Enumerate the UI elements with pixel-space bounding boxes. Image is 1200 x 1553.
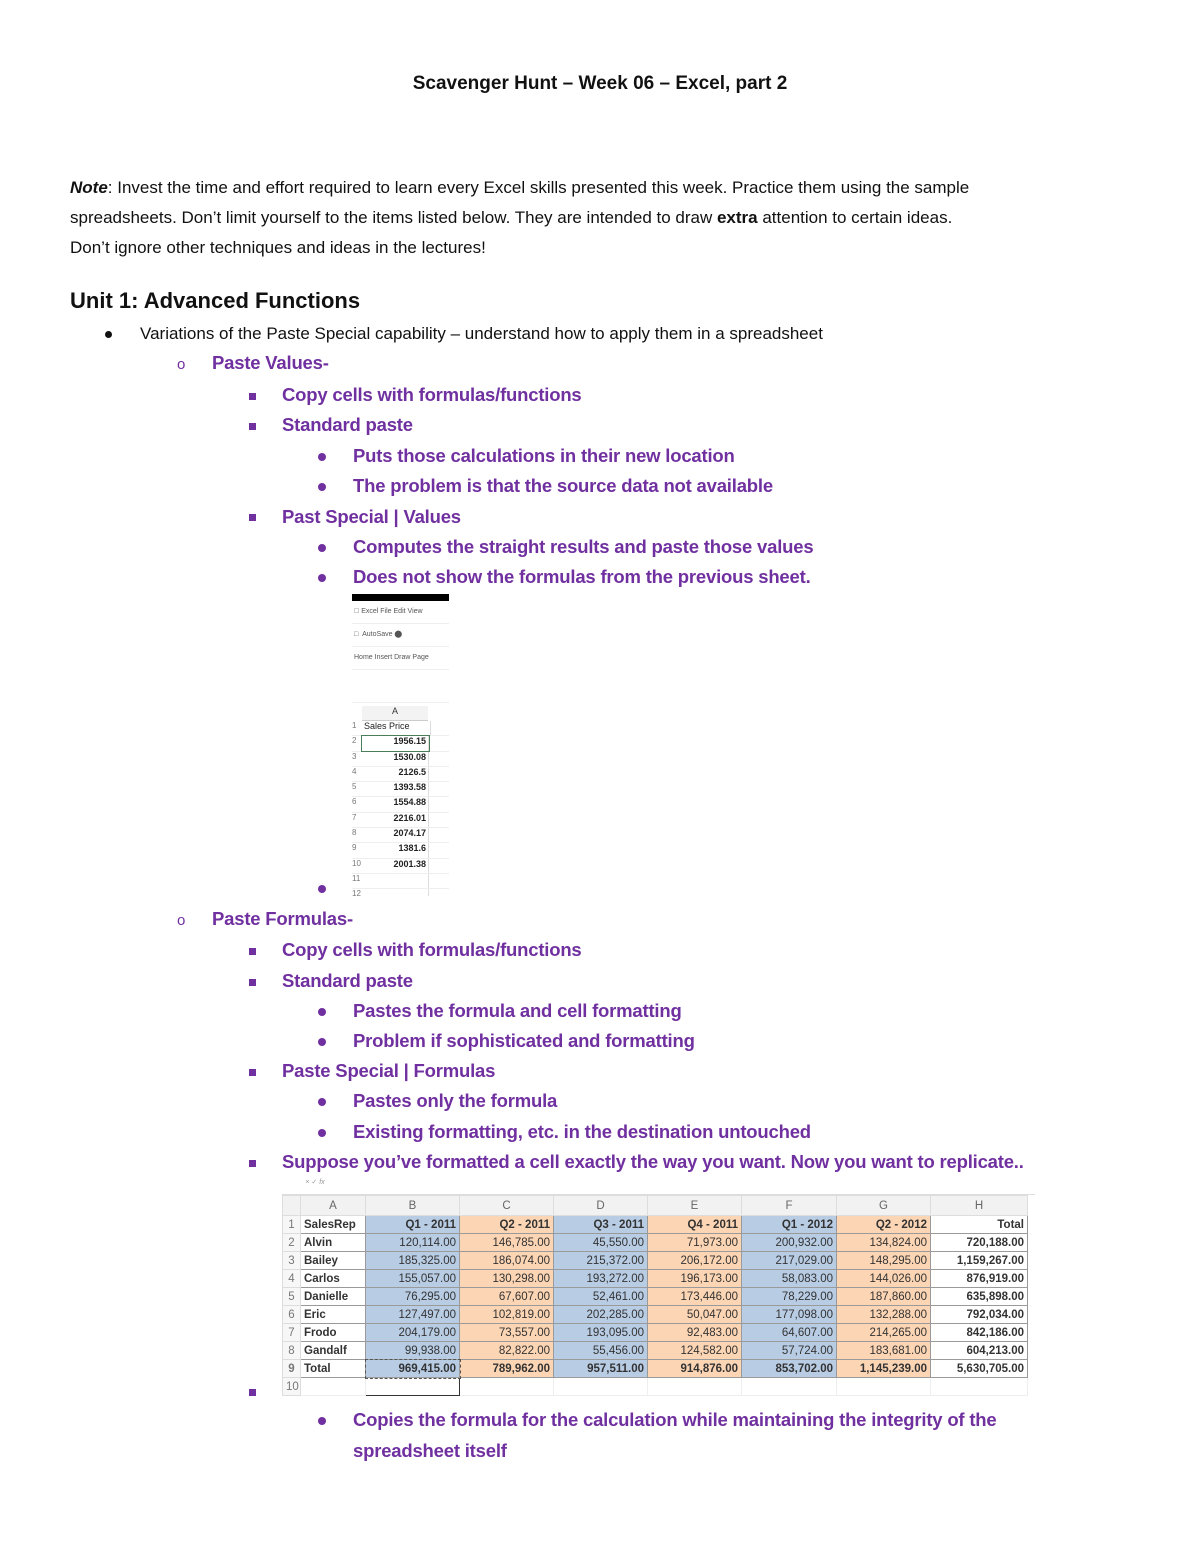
dot-bullet-icon: [318, 1129, 326, 1137]
table-cell[interactable]: 50,047.00: [648, 1306, 742, 1324]
square-bullet-icon: [249, 1160, 256, 1167]
square-bullet-icon: [249, 1069, 256, 1076]
header-cell[interactable]: Q1 - 2011: [366, 1216, 460, 1234]
table-cell[interactable]: 635,898.00: [931, 1288, 1028, 1306]
row-number: 8: [352, 828, 357, 838]
sheet-row: [352, 721, 449, 736]
table-cell[interactable]: 92,483.00: [648, 1324, 742, 1342]
table-cell[interactable]: 71,973.00: [648, 1234, 742, 1252]
cell[interactable]: [362, 874, 429, 888]
menu-bar: [352, 601, 449, 624]
row-number: 1: [352, 721, 357, 730]
menu-item: Edit: [386, 608, 399, 615]
table-cell[interactable]: 914,876.00: [648, 1360, 742, 1378]
row-number[interactable]: 6: [283, 1306, 301, 1324]
paste-values-heading: Paste Values-: [212, 352, 329, 373]
table-cell[interactable]: 55,456.00: [554, 1342, 648, 1360]
circle-bullet-icon: o: [177, 912, 186, 929]
list-item: Does not show the formulas from the previous sheet.: [353, 566, 811, 587]
table-cell[interactable]: 127,497.00: [366, 1306, 460, 1324]
square-bullet-icon: [249, 423, 256, 430]
cell[interactable]: 1554.88: [362, 797, 429, 811]
list-item: Puts those calculations in their new location: [353, 445, 735, 466]
column-header[interactable]: D: [554, 1196, 648, 1216]
note-emphasis: extra: [716, 208, 758, 227]
table-row: [283, 1306, 1028, 1324]
table-row: [283, 1324, 1028, 1342]
row-number: 12: [352, 889, 361, 896]
table-row: [283, 1234, 1028, 1252]
table-header-row: [283, 1216, 1028, 1234]
autosave-label: AutoSave: [362, 631, 393, 638]
menu-item: View: [400, 608, 416, 615]
header-cell[interactable]: SalesRep: [301, 1216, 366, 1234]
table-cell[interactable]: 204,179.00: [366, 1324, 460, 1342]
sheet-row: [352, 828, 449, 843]
ribbon-tab: Draw: [394, 654, 411, 661]
header-cell[interactable]: Q3 - 2011: [554, 1216, 648, 1234]
note-line-1: [70, 173, 969, 203]
list-item: Paste Special | Formulas: [282, 1060, 496, 1081]
column-header-a: A: [362, 706, 428, 721]
column-header[interactable]: C: [460, 1196, 554, 1216]
table-cell[interactable]: 969,415.00: [366, 1360, 460, 1378]
list-item: Suppose you’ve formatted a cell exactly the way you want. Now you want to replicate..: [282, 1151, 1024, 1172]
dot-bullet-icon: [318, 1038, 326, 1046]
circle-bullet-icon: o: [177, 356, 186, 373]
formula-bar: [352, 670, 449, 703]
table-cell[interactable]: 186,074.00: [460, 1252, 554, 1270]
cell[interactable]: 1956.15: [362, 736, 429, 750]
row-number: 6: [352, 797, 357, 807]
table-cell[interactable]: 5,630,705.00: [931, 1360, 1028, 1378]
table-cell[interactable]: 214,265.00: [837, 1324, 931, 1342]
column-header[interactable]: E: [648, 1196, 742, 1216]
column-header[interactable]: A: [301, 1196, 366, 1216]
table-row: [283, 1360, 1028, 1378]
header-cell[interactable]: Q2 - 2011: [460, 1216, 554, 1234]
note-line-2: [70, 203, 952, 233]
table-row: [283, 1288, 1028, 1306]
sheet-row: [352, 782, 449, 797]
table-cell[interactable]: 193,272.00: [554, 1270, 648, 1288]
note-text: attention to certain ideas.: [757, 208, 953, 227]
square-bullet-icon: [249, 979, 256, 986]
table-row: [283, 1270, 1028, 1288]
note-text: : Invest the time and effort required to learn every Excel skills presented this week. Practice them using the sample: [107, 178, 970, 197]
row-number[interactable]: 8: [283, 1342, 301, 1360]
sheet-row: [352, 752, 449, 767]
empty-cell[interactable]: [931, 1378, 1028, 1396]
row-number[interactable]: 3: [283, 1252, 301, 1270]
table-cell[interactable]: 173,446.00: [648, 1288, 742, 1306]
header-cell[interactable]: Q4 - 2011: [648, 1216, 742, 1234]
table-cell[interactable]: 1,145,239.00: [837, 1360, 931, 1378]
sheet-row: [352, 859, 449, 874]
dot-bullet-icon: [318, 453, 326, 461]
cell[interactable]: 1381.6: [362, 843, 429, 857]
table-cell[interactable]: 792,034.00: [931, 1306, 1028, 1324]
table-cell[interactable]: 58,083.00: [742, 1270, 837, 1288]
sheet-row: [352, 797, 449, 812]
header-cell[interactable]: Q1 - 2012: [742, 1216, 837, 1234]
table-cell[interactable]: 146,785.00: [460, 1234, 554, 1252]
document-title: Scavenger Hunt – Week 06 – Excel, part 2: [412, 73, 788, 94]
sheet-row: [352, 843, 449, 858]
excel-screenshot-sales-table: [282, 1178, 1035, 1398]
empty-cell[interactable]: [366, 1378, 460, 1396]
empty-cell[interactable]: [301, 1378, 366, 1396]
list-item: Computes the straight results and paste those values: [353, 536, 814, 557]
list-item: Past Special | Values: [282, 506, 461, 527]
list-item: Copies the formula for the calculation while maintaining the integrity of the: [353, 1409, 997, 1430]
bullet-icon: [105, 331, 112, 338]
table-cell[interactable]: Total: [301, 1360, 366, 1378]
row-number: 9: [352, 843, 357, 853]
list-item: Pastes only the formula: [353, 1090, 558, 1111]
dot-bullet-icon: [318, 1098, 326, 1106]
sheet-row: [352, 767, 449, 782]
menu-item: File: [373, 608, 385, 615]
row-number: 4: [352, 766, 357, 776]
table-cell[interactable]: 720,188.00: [931, 1234, 1028, 1252]
ribbon-tab: Insert: [374, 654, 393, 661]
table-cell[interactable]: 206,172.00: [648, 1252, 742, 1270]
table-cell[interactable]: 217,029.00: [742, 1252, 837, 1270]
empty-cell[interactable]: [742, 1378, 837, 1396]
bullet-paste-special: Variations of the Paste Special capability – understand how to apply them in a spreadsheet: [140, 324, 823, 343]
list-item: The problem is that the source data not available: [353, 475, 773, 496]
table-cell[interactable]: 876,919.00: [931, 1270, 1028, 1288]
table-cell[interactable]: 73,557.00: [460, 1324, 554, 1342]
cell[interactable]: 2126.5: [362, 767, 429, 781]
sheet-row: [352, 889, 449, 896]
table-cell[interactable]: 52,461.00: [554, 1288, 648, 1306]
table-cell[interactable]: Eric: [301, 1306, 366, 1324]
row-number: 5: [352, 782, 357, 792]
formula-bar: × ✓ fx: [282, 1178, 1035, 1195]
table-cell[interactable]: Danielle: [301, 1288, 366, 1306]
list-item: Standard paste: [282, 414, 413, 435]
empty-cell[interactable]: [554, 1378, 648, 1396]
header-cell[interactable]: Total: [931, 1216, 1028, 1234]
note-label: Note: [70, 178, 108, 197]
table-cell[interactable]: Bailey: [301, 1252, 366, 1270]
row-number: 2: [352, 736, 357, 746]
list-item: Copy cells with formulas/functions: [282, 939, 582, 960]
ribbon-tab: Home: [354, 654, 373, 661]
column-header[interactable]: G: [837, 1196, 931, 1216]
table-cell[interactable]: Carlos: [301, 1270, 366, 1288]
table-cell[interactable]: 45,550.00: [554, 1234, 648, 1252]
sheet-row: [352, 736, 449, 751]
row-number: 10: [352, 858, 361, 868]
dot-bullet-icon: [318, 885, 326, 893]
table-cell[interactable]: 82,822.00: [460, 1342, 554, 1360]
square-bullet-icon: [249, 514, 256, 521]
sheet-rows: [352, 721, 449, 896]
dot-bullet-icon: [318, 574, 326, 582]
dot-bullet-icon: [318, 483, 326, 491]
ribbon-tabs: [352, 647, 449, 670]
row-number[interactable]: 5: [283, 1288, 301, 1306]
table-cell[interactable]: Alvin: [301, 1234, 366, 1252]
excel-screenshot-sales-price: [352, 594, 449, 896]
row-number[interactable]: 7: [283, 1324, 301, 1342]
cell[interactable]: 2001.38: [362, 859, 429, 873]
table-cell[interactable]: 148,295.00: [837, 1252, 931, 1270]
square-bullet-icon: [249, 393, 256, 400]
row-number[interactable]: 1: [283, 1216, 301, 1234]
square-bullet-icon: [249, 1389, 256, 1396]
table-cell[interactable]: 57,724.00: [742, 1342, 837, 1360]
table-cell[interactable]: 1,159,267.00: [931, 1252, 1028, 1270]
table-cell[interactable]: 130,298.00: [460, 1270, 554, 1288]
table-cell[interactable]: 957,511.00: [554, 1360, 648, 1378]
column-header[interactable]: H: [931, 1196, 1028, 1216]
cell[interactable]: Sales Price: [362, 721, 431, 735]
note-line-3: Don’t ignore other techniques and ideas in the lectures!: [70, 238, 486, 257]
cell[interactable]: [362, 889, 429, 896]
empty-cell[interactable]: [648, 1378, 742, 1396]
cell[interactable]: 2216.01: [362, 813, 429, 827]
paste-formulas-heading: Paste Formulas-: [212, 908, 353, 929]
table-cell[interactable]: 132,288.00: [837, 1306, 931, 1324]
table-row-empty: [283, 1378, 1028, 1396]
toolbar: □ AutoSave ⬤: [352, 624, 449, 647]
table-cell[interactable]: 789,962.00: [460, 1360, 554, 1378]
list-item-continued: spreadsheet itself: [353, 1440, 507, 1461]
note-text: spreadsheets. Don’t limit yourself to the items listed below. They are intended to draw: [70, 208, 717, 227]
list-item: Pastes the formula and cell formatting: [353, 1000, 682, 1021]
empty-cell[interactable]: [460, 1378, 554, 1396]
dot-bullet-icon: [318, 1417, 326, 1425]
table-cell[interactable]: 120,114.00: [366, 1234, 460, 1252]
square-bullet-icon: [249, 948, 256, 955]
unit-heading: Unit 1: Advanced Functions: [70, 288, 361, 313]
table-cell[interactable]: 187,860.00: [837, 1288, 931, 1306]
table-row: [283, 1342, 1028, 1360]
menu-item: Excel: [354, 608, 372, 615]
table-cell[interactable]: 155,057.00: [366, 1270, 460, 1288]
sheet-row: [352, 813, 449, 828]
corner-cell[interactable]: [283, 1196, 301, 1216]
cell[interactable]: 1393.58: [362, 782, 429, 796]
list-item: Problem if sophisticated and formatting: [353, 1030, 695, 1051]
row-number[interactable]: 10: [283, 1378, 301, 1396]
row-number: 3: [352, 751, 357, 761]
row-number: 11: [352, 873, 361, 883]
table-cell[interactable]: 185,325.00: [366, 1252, 460, 1270]
cell[interactable]: 1530.08: [362, 752, 429, 766]
table-cell[interactable]: 196,173.00: [648, 1270, 742, 1288]
list-item: Copy cells with formulas/functions: [282, 384, 582, 405]
sales-table: [282, 1195, 1028, 1396]
table-cell[interactable]: 124,582.00: [648, 1342, 742, 1360]
table-cell[interactable]: 215,372.00: [554, 1252, 648, 1270]
table-cell[interactable]: Frodo: [301, 1324, 366, 1342]
table-cell[interactable]: 134,824.00: [837, 1234, 931, 1252]
column-header[interactable]: B: [366, 1196, 460, 1216]
dot-bullet-icon: [318, 544, 326, 552]
table-cell[interactable]: 193,095.00: [554, 1324, 648, 1342]
table-cell[interactable]: 202,285.00: [554, 1306, 648, 1324]
table-cell[interactable]: 604,213.00: [931, 1342, 1028, 1360]
cell[interactable]: 2074.17: [362, 828, 429, 842]
table-cell[interactable]: 76,295.00: [366, 1288, 460, 1306]
table-cell[interactable]: 64,607.00: [742, 1324, 837, 1342]
table-cell[interactable]: 67,607.00: [460, 1288, 554, 1306]
list-item: Standard paste: [282, 970, 413, 991]
row-number: 7: [352, 812, 357, 822]
header-cell[interactable]: Q2 - 2012: [837, 1216, 931, 1234]
table-cell[interactable]: 177,098.00: [742, 1306, 837, 1324]
column-headers: [283, 1196, 1028, 1216]
title-bar: [352, 594, 449, 601]
row-number[interactable]: 9: [283, 1360, 301, 1378]
table-cell[interactable]: 102,819.00: [460, 1306, 554, 1324]
row-number[interactable]: 2: [283, 1234, 301, 1252]
column-header[interactable]: F: [742, 1196, 837, 1216]
table-cell[interactable]: 144,026.00: [837, 1270, 931, 1288]
table-cell[interactable]: 853,702.00: [742, 1360, 837, 1378]
list-item: Existing formatting, etc. in the destination untouched: [353, 1121, 811, 1142]
table-row: [283, 1252, 1028, 1270]
empty-cell[interactable]: [837, 1378, 931, 1396]
table-cell[interactable]: 99,938.00: [366, 1342, 460, 1360]
table-cell[interactable]: 183,681.00: [837, 1342, 931, 1360]
dot-bullet-icon: [318, 1008, 326, 1016]
sheet-row: [352, 874, 449, 889]
table-cell[interactable]: 200,932.00: [742, 1234, 837, 1252]
table-cell[interactable]: Gandalf: [301, 1342, 366, 1360]
ribbon-tab: Page: [412, 654, 429, 661]
table-cell[interactable]: 78,229.00: [742, 1288, 837, 1306]
table-cell[interactable]: 842,186.00: [931, 1324, 1028, 1342]
row-number[interactable]: 4: [283, 1270, 301, 1288]
